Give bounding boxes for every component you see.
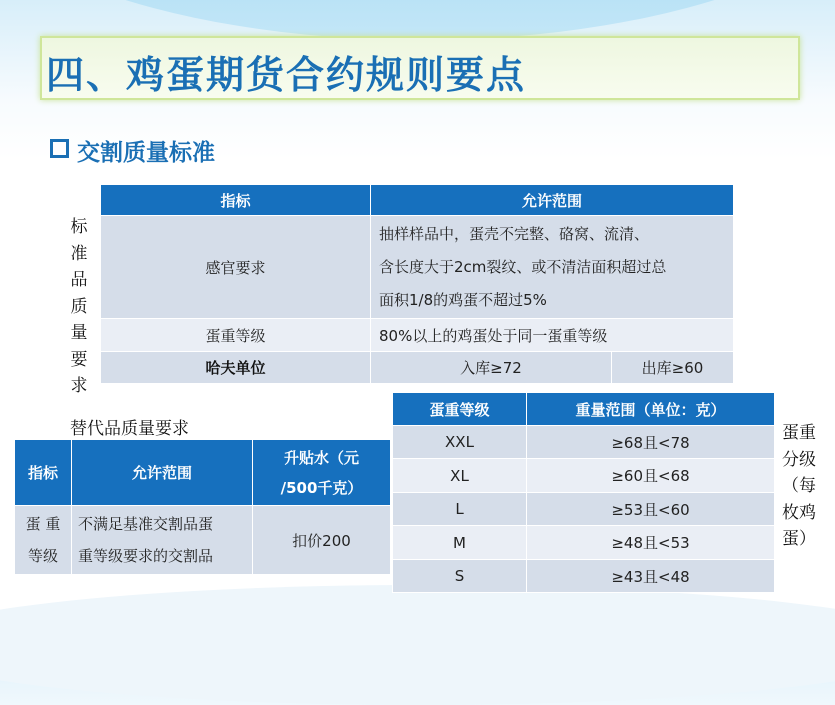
sub-header-range: 允许范围 bbox=[72, 440, 253, 506]
square-bullet-icon bbox=[50, 139, 69, 158]
header-allowed-range: 允许范围 bbox=[371, 185, 734, 216]
substitute-quality-table bbox=[14, 439, 391, 575]
sub-name-l1: 蛋 重 bbox=[25, 515, 61, 533]
standard-quality-label: 标准品质量要求 bbox=[70, 217, 88, 396]
header-indicator: 指标 bbox=[101, 185, 371, 216]
sub-range-l1: 不满足基准交割品蛋 bbox=[78, 515, 214, 533]
grade-header-grade: 蛋重等级 bbox=[393, 393, 527, 426]
section-heading bbox=[50, 134, 215, 167]
grade-row-m-range: ≥48且<53 bbox=[527, 526, 775, 560]
grade-side-label-l4: 枚鸡 bbox=[782, 502, 816, 523]
haugh-unit-name: 哈夫单位 bbox=[101, 352, 371, 384]
grade-row-s-range: ≥43且<48 bbox=[527, 560, 775, 593]
grade-side-label-l2: 分级 bbox=[782, 449, 816, 470]
grade-row-xxl-grade: XXL bbox=[393, 426, 527, 459]
grade-row-m-grade: M bbox=[393, 526, 527, 560]
sensory-line-3: 面积1/8的鸡蛋不超过5% bbox=[379, 290, 547, 309]
sensory-name: 感官要求 bbox=[101, 216, 371, 319]
grade-side-label-l5: 蛋） bbox=[782, 529, 816, 549]
sub-header-premium bbox=[253, 440, 391, 506]
weight-grade-name: 蛋重等级 bbox=[101, 319, 371, 352]
grade-side-label bbox=[776, 420, 822, 553]
grade-row-xl-range: ≥60且<68 bbox=[527, 459, 775, 493]
sub-header-premium-l1: 升贴水（元 bbox=[283, 448, 359, 467]
substitute-quality-label: 替代品质量要求 bbox=[70, 419, 189, 439]
haugh-in-value: 入库≥72 bbox=[371, 352, 612, 384]
sensory-line-1: 抽样样品中，蛋壳不完整、硌窝、流清、 bbox=[379, 224, 650, 243]
slide-title: 四、鸡蛋期货合约规则要点 bbox=[46, 53, 527, 97]
sensory-line-2: 含长度大于2cm裂纹、或不清洁面积超过总 bbox=[379, 257, 667, 276]
sensory-value bbox=[371, 216, 734, 319]
sub-header-indicator: 指标 bbox=[15, 440, 72, 506]
grade-row-l-grade: L bbox=[393, 493, 527, 526]
section-heading-text: 交割质量标准 bbox=[77, 140, 215, 166]
standard-quality-table bbox=[100, 184, 734, 384]
sub-premium: 扣价200 bbox=[253, 506, 391, 575]
haugh-out-value: 出库≥60 bbox=[612, 352, 734, 384]
grade-row-xxl-range: ≥68且<78 bbox=[527, 426, 775, 459]
sub-range-l2: 重等级要求的交割品 bbox=[78, 547, 214, 565]
grade-row-l-range: ≥53且<60 bbox=[527, 493, 775, 526]
grade-row-s-grade: S bbox=[393, 560, 527, 593]
decorative-bottom-arc bbox=[0, 585, 835, 705]
decorative-top-arc bbox=[0, 0, 835, 40]
grade-header-range: 重量范围（单位：克） bbox=[527, 393, 775, 426]
grade-row-xl-grade: XL bbox=[393, 459, 527, 493]
sub-header-premium-l2: /500千克） bbox=[280, 478, 363, 497]
grade-side-label-l1: 蛋重 bbox=[782, 423, 816, 443]
egg-grade-table bbox=[392, 392, 775, 593]
weight-grade-value: 80%以上的鸡蛋处于同一蛋重等级 bbox=[371, 319, 734, 352]
sub-name-l2: 等级 bbox=[27, 547, 58, 565]
grade-side-label-l3: （每 bbox=[782, 476, 816, 496]
sub-range bbox=[72, 506, 253, 575]
sub-name bbox=[15, 506, 72, 575]
